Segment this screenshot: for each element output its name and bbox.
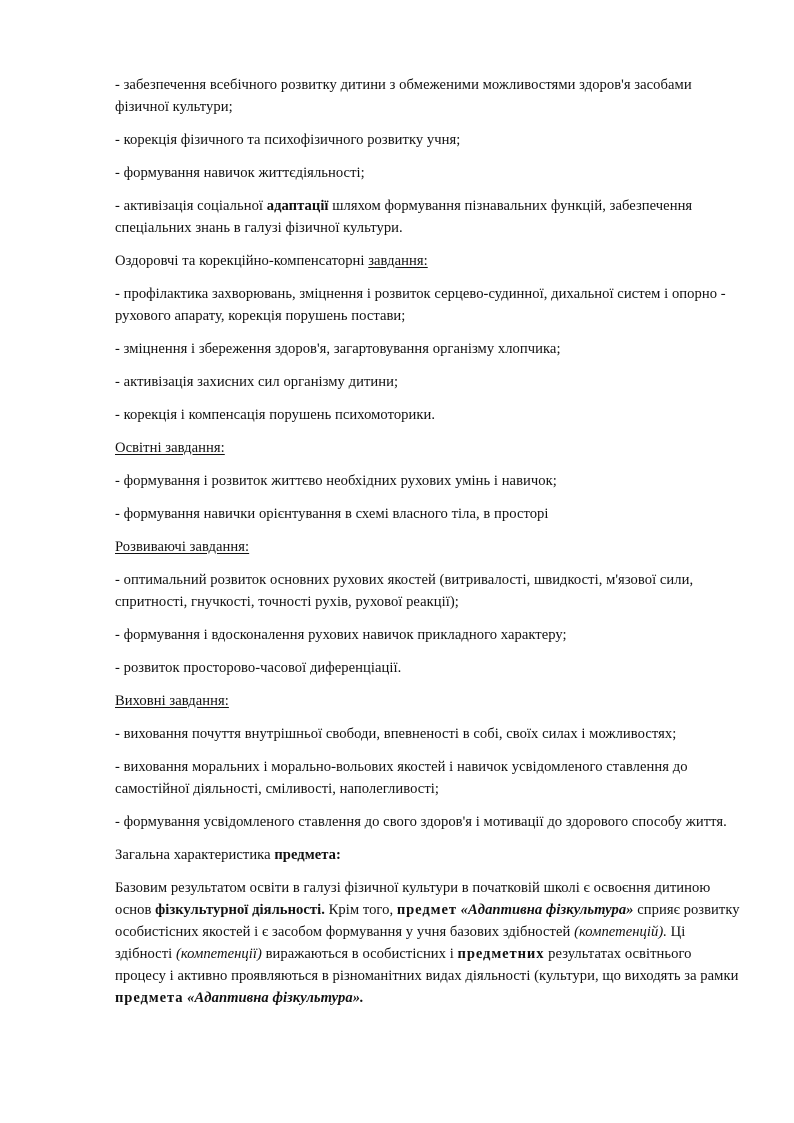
text-run: Крім того, (324, 902, 397, 918)
underlined-heading: Виховні завдання: (115, 693, 229, 709)
italic-run: (компетенції) (175, 946, 262, 962)
bold-italic-term (187, 990, 364, 1006)
section-heading-dev (115, 536, 740, 558)
list-item: - корекція і компенсація порушень психомоторики. (115, 407, 436, 423)
bold-term: предмета: (274, 847, 341, 863)
list-item: - оптимальний розвиток основних рухових якостей (витривалості, швидкості, м'язової сили, спритності, гнучкості, точності рухів, рухової реакції); (115, 572, 694, 610)
italic-run: «Адаптивна фізкультура» (460, 902, 634, 918)
section-heading-health (115, 250, 740, 272)
section-heading-upb (115, 690, 740, 712)
bold-term: предметних (457, 946, 545, 962)
underlined-heading: Розвиваючі завдання: (115, 539, 250, 555)
list-item: - виховання моральних і морально-вольових якостей і навичок усвідомленого ставлення до самостійної діяльності, сміливості, наполегливості; (115, 759, 688, 797)
list-item: - формування навички орієнтування в схемі власного тіла, в просторі (115, 506, 549, 522)
list-item: - формування і вдосконалення рухових навичок прикладного характеру; (115, 627, 567, 643)
text-run: результатах освітнього процесу і активно проявляються в різноманітних видах діяльності (культури, що виходять за рамки (115, 946, 739, 984)
text-run: сприяє розвитку особистісних якостей і є засобом формування у учня базових здібностей (115, 902, 740, 940)
list-item: - виховання почуття внутрішньої свободи, впевненості в собі, своїх силах і можливостях; (115, 726, 677, 742)
bold-term: фізкультурної діяльності. (155, 902, 325, 918)
list-item: - формування навичок життєдіяльності; (115, 165, 365, 181)
list-item: - забезпечення всебічного розвитку дитини з обмеженими можливостями здоров'я засобами фізичної культури; (115, 77, 692, 115)
list-item: - формування усвідомленого ставлення до свого здоров'я і мотивації до здорового способу життя. (115, 814, 727, 830)
underlined-heading: Освітні завдання: (115, 440, 225, 456)
list-item: - розвиток просторово-часової диференціації. (115, 660, 402, 676)
underlined-heading: завдання: (368, 253, 428, 269)
bold-italic-term (461, 902, 634, 918)
text-run: шляхом формування пізнавальних функцій, забезпечення спеціальних знань в галузі фізичної культури. (115, 198, 693, 236)
text-run: Загальна характеристика (115, 847, 275, 863)
document-page (115, 74, 740, 1020)
text-run: Ці здібності (115, 924, 686, 962)
text-run: - активізація соціальної (115, 198, 267, 214)
bold-term: предмет (396, 902, 457, 918)
list-item: - зміцнення і збереження здоров'я, загартовування організму хлопчика; (115, 341, 561, 357)
italic-run: «Адаптивна фізкультура». (187, 990, 364, 1006)
list-item: - формування і розвиток життєво необхідних рухових умінь і навичок; (115, 473, 557, 489)
bold-term: адаптації (266, 198, 329, 214)
bold-term: предмета (115, 990, 184, 1006)
text-run: Базовим результатом освіти в галузі фізичної культури в початковій школі є освоєння дитиною основ (115, 880, 711, 918)
section-heading-general (115, 844, 740, 866)
list-item (115, 195, 740, 239)
list-item: - активізація захисних сил організму дитини; (115, 374, 399, 390)
list-item: - корекція фізичного та психофізичного розвитку учня; (115, 132, 461, 148)
final-paragraph (115, 877, 740, 1009)
text-run: виражаються в особистісних і (261, 946, 458, 962)
section-heading-edu (115, 437, 740, 459)
list-item: - профілактика захворювань, зміцнення і розвиток серцево-судинної, дихальної систем і опорно - рухового апарату, корекція порушень постави; (115, 286, 726, 324)
italic-run: (компетенцій). (574, 924, 667, 940)
text-run: Оздоровчі та корекційно-компенсаторні (115, 253, 369, 269)
